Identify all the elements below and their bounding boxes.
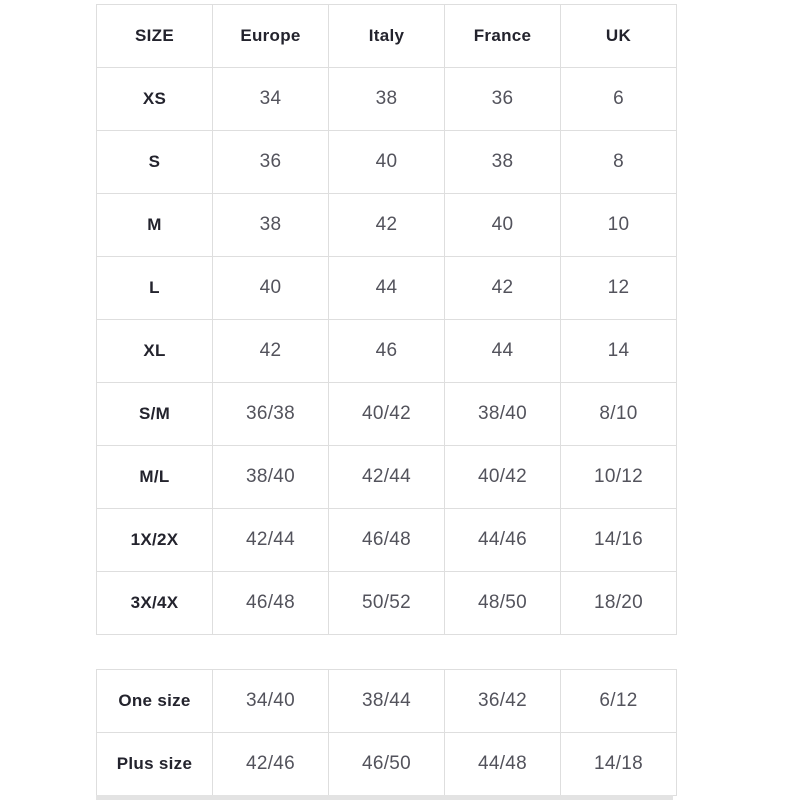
table-gap-spacer (96, 635, 677, 669)
column-header-europe: Europe (213, 5, 329, 68)
row-label-cell: M (97, 194, 213, 257)
size-chart-table-special (96, 669, 677, 796)
value-cell: 42/46 (213, 733, 329, 796)
table-row (97, 320, 677, 383)
row-label-cell: Plus size (97, 733, 213, 796)
column-header-italy: Italy (329, 5, 445, 68)
value-cell: 44/48 (445, 733, 561, 796)
value-cell: 40/42 (445, 446, 561, 509)
value-cell: 34/40 (213, 670, 329, 733)
column-header-france: France (445, 5, 561, 68)
value-cell: 38/40 (213, 446, 329, 509)
value-cell: 40 (213, 257, 329, 320)
value-cell: 6 (561, 68, 677, 131)
value-cell: 8/10 (561, 383, 677, 446)
header-row (97, 5, 677, 68)
value-cell: 42 (213, 320, 329, 383)
row-label-cell: XS (97, 68, 213, 131)
value-cell: 36/38 (213, 383, 329, 446)
table-row (97, 131, 677, 194)
value-cell: 46/48 (213, 572, 329, 635)
main-table-body (97, 68, 677, 635)
value-cell: 34 (213, 68, 329, 131)
value-cell: 48/50 (445, 572, 561, 635)
value-cell: 38 (445, 131, 561, 194)
value-cell: 42/44 (329, 446, 445, 509)
table-row (97, 670, 677, 733)
value-cell: 50/52 (329, 572, 445, 635)
table-row (97, 257, 677, 320)
value-cell: 38/40 (445, 383, 561, 446)
value-cell: 38 (329, 68, 445, 131)
row-label-cell: S/M (97, 383, 213, 446)
value-cell: 44/46 (445, 509, 561, 572)
value-cell: 6/12 (561, 670, 677, 733)
table-row (97, 572, 677, 635)
table-row (97, 446, 677, 509)
value-cell: 44 (329, 257, 445, 320)
size-chart-table-main (96, 4, 677, 635)
main-table-header (97, 5, 677, 68)
value-cell: 8 (561, 131, 677, 194)
column-header-uk: UK (561, 5, 677, 68)
value-cell: 40 (329, 131, 445, 194)
row-label-cell: L (97, 257, 213, 320)
row-label-cell: 3X/4X (97, 572, 213, 635)
value-cell: 36/42 (445, 670, 561, 733)
size-conversion-chart (96, 4, 677, 796)
value-cell: 14/16 (561, 509, 677, 572)
table-row (97, 68, 677, 131)
partial-next-element-edge (96, 795, 673, 800)
table-row (97, 194, 677, 257)
row-label-cell: S (97, 131, 213, 194)
value-cell: 42 (329, 194, 445, 257)
row-label-cell: One size (97, 670, 213, 733)
value-cell: 46 (329, 320, 445, 383)
row-label-cell: M/L (97, 446, 213, 509)
value-cell: 38/44 (329, 670, 445, 733)
table-row (97, 509, 677, 572)
value-cell: 42 (445, 257, 561, 320)
value-cell: 12 (561, 257, 677, 320)
value-cell: 44 (445, 320, 561, 383)
special-table-body (97, 670, 677, 796)
value-cell: 10/12 (561, 446, 677, 509)
value-cell: 46/48 (329, 509, 445, 572)
column-header-size: SIZE (97, 5, 213, 68)
table-row (97, 733, 677, 796)
value-cell: 14 (561, 320, 677, 383)
value-cell: 10 (561, 194, 677, 257)
value-cell: 40/42 (329, 383, 445, 446)
value-cell: 42/44 (213, 509, 329, 572)
value-cell: 36 (445, 68, 561, 131)
row-label-cell: XL (97, 320, 213, 383)
value-cell: 18/20 (561, 572, 677, 635)
value-cell: 40 (445, 194, 561, 257)
value-cell: 38 (213, 194, 329, 257)
row-label-cell: 1X/2X (97, 509, 213, 572)
value-cell: 46/50 (329, 733, 445, 796)
value-cell: 36 (213, 131, 329, 194)
value-cell: 14/18 (561, 733, 677, 796)
table-row (97, 383, 677, 446)
